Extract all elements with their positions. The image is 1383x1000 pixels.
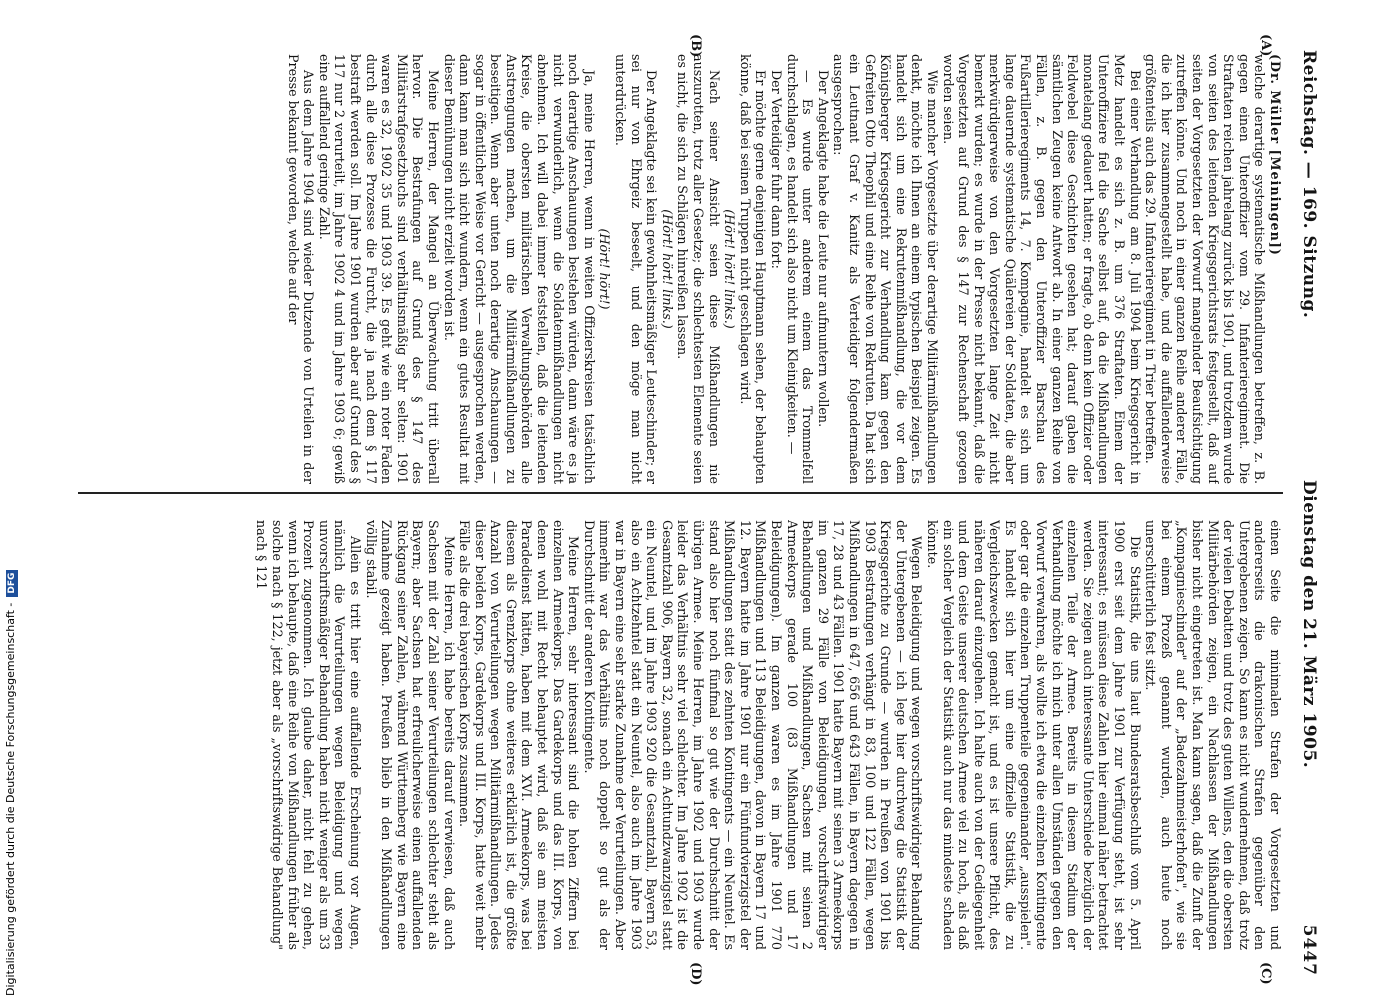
quote: Der Angeklagte sei kein gewohnheitsmäßiger Leuteschinder; er sei nur von Ehrgeiz beseelt, und den möge man nicht unterdrücken. (613, 54, 660, 484)
left-column (83, 54, 1283, 484)
margin-marker-b: (B) (688, 34, 703, 58)
quote: Nach seiner Ansicht seien diese Mißhandlungen nie auszurotten, trotz aller Gesetze; die schlechtesten Elemente seien es nicht, die sich zu Schlägen hinreißen lassen. (675, 54, 722, 484)
interjection: (Hört! hört!) (597, 228, 613, 310)
paragraph: Allein es tritt hier eine auffallende Erscheinung vor Augen, nämlich die Verurteilungen wegen Beleidigung und wegen unvorschriftsmäßiger Behandlung haben nicht weniger als um 33 Prozent zugenommen. Ich glaube daher, nicht fehl zu gehen, wenn ich behaupte, daß eine Reihe von Mißhandlungen früher als solche nach § 122, jetzt aber als „vorschriftswidrige Behandlung" nach § 121 (254, 520, 363, 950)
quote: Der Angeklagte habe die Leute nur aufmuntern wollen. (815, 70, 831, 428)
column-divider (78, 492, 1283, 494)
margin-marker-c: (C) (1258, 962, 1273, 985)
scanned-page (65, 30, 1323, 986)
paragraph: Die Statistik, die uns laut Bundesratsbeschluß vom 5. April 1900 erst seit dem Jahre 1901 zur Verfügung steht, ist sehr interessant; es müssen diese Zahlen hier einmal näher betrachtet werden. Sie zeigen auch interessante Unterschiede bezüglich der einzelnen Teile der Armee. Bereits in diesem Stadium der Verhandlung möchte ich mich unter allen Umständen gegen den Vorwurf verwahren, als wollte ich etwa die einzelnen Kontingente oder gar die einzelnen Truppenteile gegeneinander „ausspielen". Es handelt sich hier um eine offizielle Statistik, die zu Vergleichszwecken gemacht ist, und es ist unsere Pflicht, des näheren darauf einzugehen. Ich halte auch von der Gediegenheit und dem Geiste unserer deutschen Armee viel zu hoch, als daß ein solcher Vergleich der Statistik auch nur das mindeste schaden könnte. (924, 520, 1143, 950)
page-header (1289, 30, 1323, 980)
paragraph: welche derartige systematische Mißhandlungen betreffen, z. B. gegen einen Unteroffizier vom 29. Infanterieregiment. Die Straftaten reichen jahrelang zurück bis 1901, und trotzdem wurde von seiten des leitenden Kriegsgerichtsrats festgestellt, daß auf seiten der Vorgesetzten der Vorwurf mangelnder Beaufsichtigung zutreffen könne. Und noch in einer ganzen Reihe anderer Fälle, die ich hier zusammengestellt habe, und die auffallenderweise größtenteils auch das 29. Infanterieregiment in Trier betreffen. (1143, 54, 1268, 484)
paragraph: — Es wurde unter anderem einem das Trommelfell durchschlagen, es handelt sich also nicht um Kleinigkeiten. — (784, 54, 816, 484)
paragraph: Wegen Beleidigung und wegen vorschriftswidriger Behandlung der Untergebenen — ich lege hier durchweg die Statistik der Kriegsgerichte zu Grunde — wurden in Preußen von 1901 bis 1903 Bestrafungen verhängt in 83, 100 und 122 Fällen, wegen Mißhandlungen in 647, 656 und 643 Fällen, in Bayern dagegen in 17, 28 und 43 Fällen. 1901 hatte Bayern mit seinen 3 Armeekorps im ganzen 29 Fälle von Beleidigungen, vorschriftswidriger Behandlungen und Mißhandlungen, Sachsen mit seinen 2 Armeekorps gerade 100 (83 Mißhandlungen und 17 Beleidigungen). Im ganzen waren es im Jahre 1901 770 Mißhandlungen und 113 Beleidigungen, davon in Bayern 17 und 12. Bayern hatte im Jahre 1901 nur ein Fünfundvierzigstel der Mißhandlungen statt des zehnten Kontingents — ein Neuntel. Es stand also hier noch fünfmal so gut wie der Durchschnitt der übrigen Armee. Meine Herren, im Jahre 1902 und 1903 wurde leider das Verhältnis sehr viel schlechter. Im Jahre 1902 ist die Gesamtzahl 906, Bayern 32, sonach ein Achtundzwanzigstel statt ein Neuntel, und im Jahre 1903 920 die Gesamtzahl, Bayern 53, also ein Achtzehntel statt ein Neuntel, also auch im Jahre 1903 war in Bayern eine sehr starke Zunahme der Verurteilungen. Aber immerhin war das Verhältnis noch doppelt so gut als der Durchschnitt der anderen Kontingente. (581, 520, 925, 950)
paragraph: einen Seite die minimalen Strafen der Vorgesetzten und andererseits die drakonischen Strafen gegenüber den Untergebenen zeigen. So kann es nicht wundernehmen, daß trotz der vielen Debatten und trotz des guten Willens, den die obersten Militärbehörden zeigen, ein Nachlassen der Mißhandlungen bisher nicht eingetreten ist. Man kann sagen, daß die Zunft der „Kompagnieschinder" auf der „Badezahnmeisterhofen", wie sie bei einem Prozeß genannt wurden, auch heute noch unerschütterlich fest sitzt. (1143, 520, 1283, 950)
right-column (83, 520, 1283, 950)
header-date: Dienstag den 21. März 1905. (1299, 480, 1319, 769)
digitization-footer (4, 0, 20, 996)
page-number: 5447 (1299, 924, 1319, 976)
margin-marker-d: (D) (688, 962, 703, 986)
paragraph: Ja, meine Herren, wenn in weiten Offizierskreisen tatsächlich noch derartige Anschauungen bestehen würden, dann wäre es ja nicht verwunderlich, wenn die Soldatenmißhandlungen nicht abnehmen. Ich will dabei immer feststellen, daß die leitenden Kreise, die obersten militärischen Verwaltungsbehörden alle Anstrengungen machen, um die Militärmißhandlungen zu beseitigen. Wenn aber unten noch derartige Anschauungen — sogar in öffentlicher Weise vor Gericht — ausgesprochen werden, dann kann man sich nicht wundern, wenn ein gutes Resultat mit dieser Bemühungen nicht erzielt worden ist. (441, 54, 597, 484)
quote: Er möchte gerne denjenigen Hauptmann sehen, der behaupten könne, daß bei seinen Truppen nicht geschlagen wird. (737, 54, 769, 484)
paragraph: Der Verteidiger fuhr dann fort: (769, 70, 784, 269)
paragraph: Meine Herren, der Mangel an Überwachung tritt überall hervor. Die Bestrafungen auf Grund des § 147 des Militärstrafgesetzbuchs sind verhältnismäßig sehr selten: 1901 waren es 32, 1902 35 und 1903 39. Es geht wie ein roter Faden durch alle diese Prozesse die Furcht, die ja nach dem § 117 bestraft werden soll. Im Jahre 1901 wurden aber auf Grund des § 117 nur 2 verurteilt, im Jahre 1902 4 und im Jahre 1903 6; gewiß eine auffallend geringe Zahl. (316, 54, 441, 484)
header-left: Reichstag. — 169. Sitzung. (1299, 50, 1319, 319)
dfg-logo: DFG (6, 570, 18, 597)
footer-text: Digitalisierung gefördert durch die Deutsche Forschungsgemeinschaft - (4, 602, 17, 996)
margin-marker-a: (A) (1258, 34, 1273, 57)
interjection: (Hört! hört! links.) (659, 209, 675, 329)
speaker-label: (Dr. Müller [Meiningen]) (1268, 54, 1283, 256)
paragraph: Wie mancher Vorgesetzte über derartige Militärmißhandlungen denkt, möchte ich Ihnen an einem typischen Beispiel zeigen. Es handelt sich um eine Rekrutenmißhandlung, die vor dem Königsberger Kriegsgericht zur Verhandlung kam gegen den Gefreiten Otto Theophil und eine Reihe von Rekruten. Da hat sich ein Leutnant Graf v. Kanitz als Verteidiger folgendermaßen ausgesprochen: (831, 54, 940, 484)
paragraph: Bei einer Verhandlung am 8. Juli 1904 beim Kriegsgericht in Metz handelt es sich z. B. um 376 Straftaten. Einem der Unteroffiziere fiel die Sache selbst auf, da die Mißhandlungen monatelang gedauert hatten; er fragte, ob denn kein Offizier oder Feldwebel diese Geschichten gesehen hat; darauf gaben die sämtlichen Zeugen keine Antwort ab. In einer ganzen Reihe von Fällen, z. B. gegen den Unteroffizier Barschau des Fußartillerieregiments 14, 7. Kompagnie, handelt es sich um lange dauernde systematische Quälereien der Soldaten, die aber merkwürdigerweise von den Vorgesetzten lange Zeit nicht bemerkt wurden; es wurde in der Presse nicht bekannt, daß die Vorgesetzten auf Grund des § 147 zur Rechenschaft gezogen worden seien. (940, 54, 1143, 484)
interjection: (Hört! hört! links.) (722, 209, 738, 329)
paragraph: Meine Herren, ich habe bereits darauf verwiesen, daß auch Sachsen mit der Zahl seiner Verurteilungen schlechter steht als Bayern; aber Sachsen hat erfreulicherweise einen auffallenden Rückgang seiner Zahlen, während Württemberg wie Bayern eine Zunahme gezeigt haben. Preußen blieb in den Mißhandlungen völlig stabil. (363, 520, 457, 950)
paragraph: Aus dem Jahre 1904 sind wieder Dutzende von Urteilen in der Presse bekannt geworden, welche auf der (285, 54, 317, 484)
paragraph: Meine Herren, sehr interessant sind die hohen Ziffern bei einzelnen Armeekorps. Das Gardekorps und das III. Korps, von denen wohl mit Recht behauptet wird, daß sie am meisten Paradedienst hätten, haben mit dem XVI. Armeekorps, was bei diesem als Grenzkorps ohne weiteres erklärlich ist, die größte Anzahl von Verurteilungen wegen Militärmißhandlungen. Jedes dieser beiden Korps, Gardekorps und III. Korps, hatte weit mehr Fälle als die drei bayerischen Korps zusammen. (457, 520, 582, 950)
